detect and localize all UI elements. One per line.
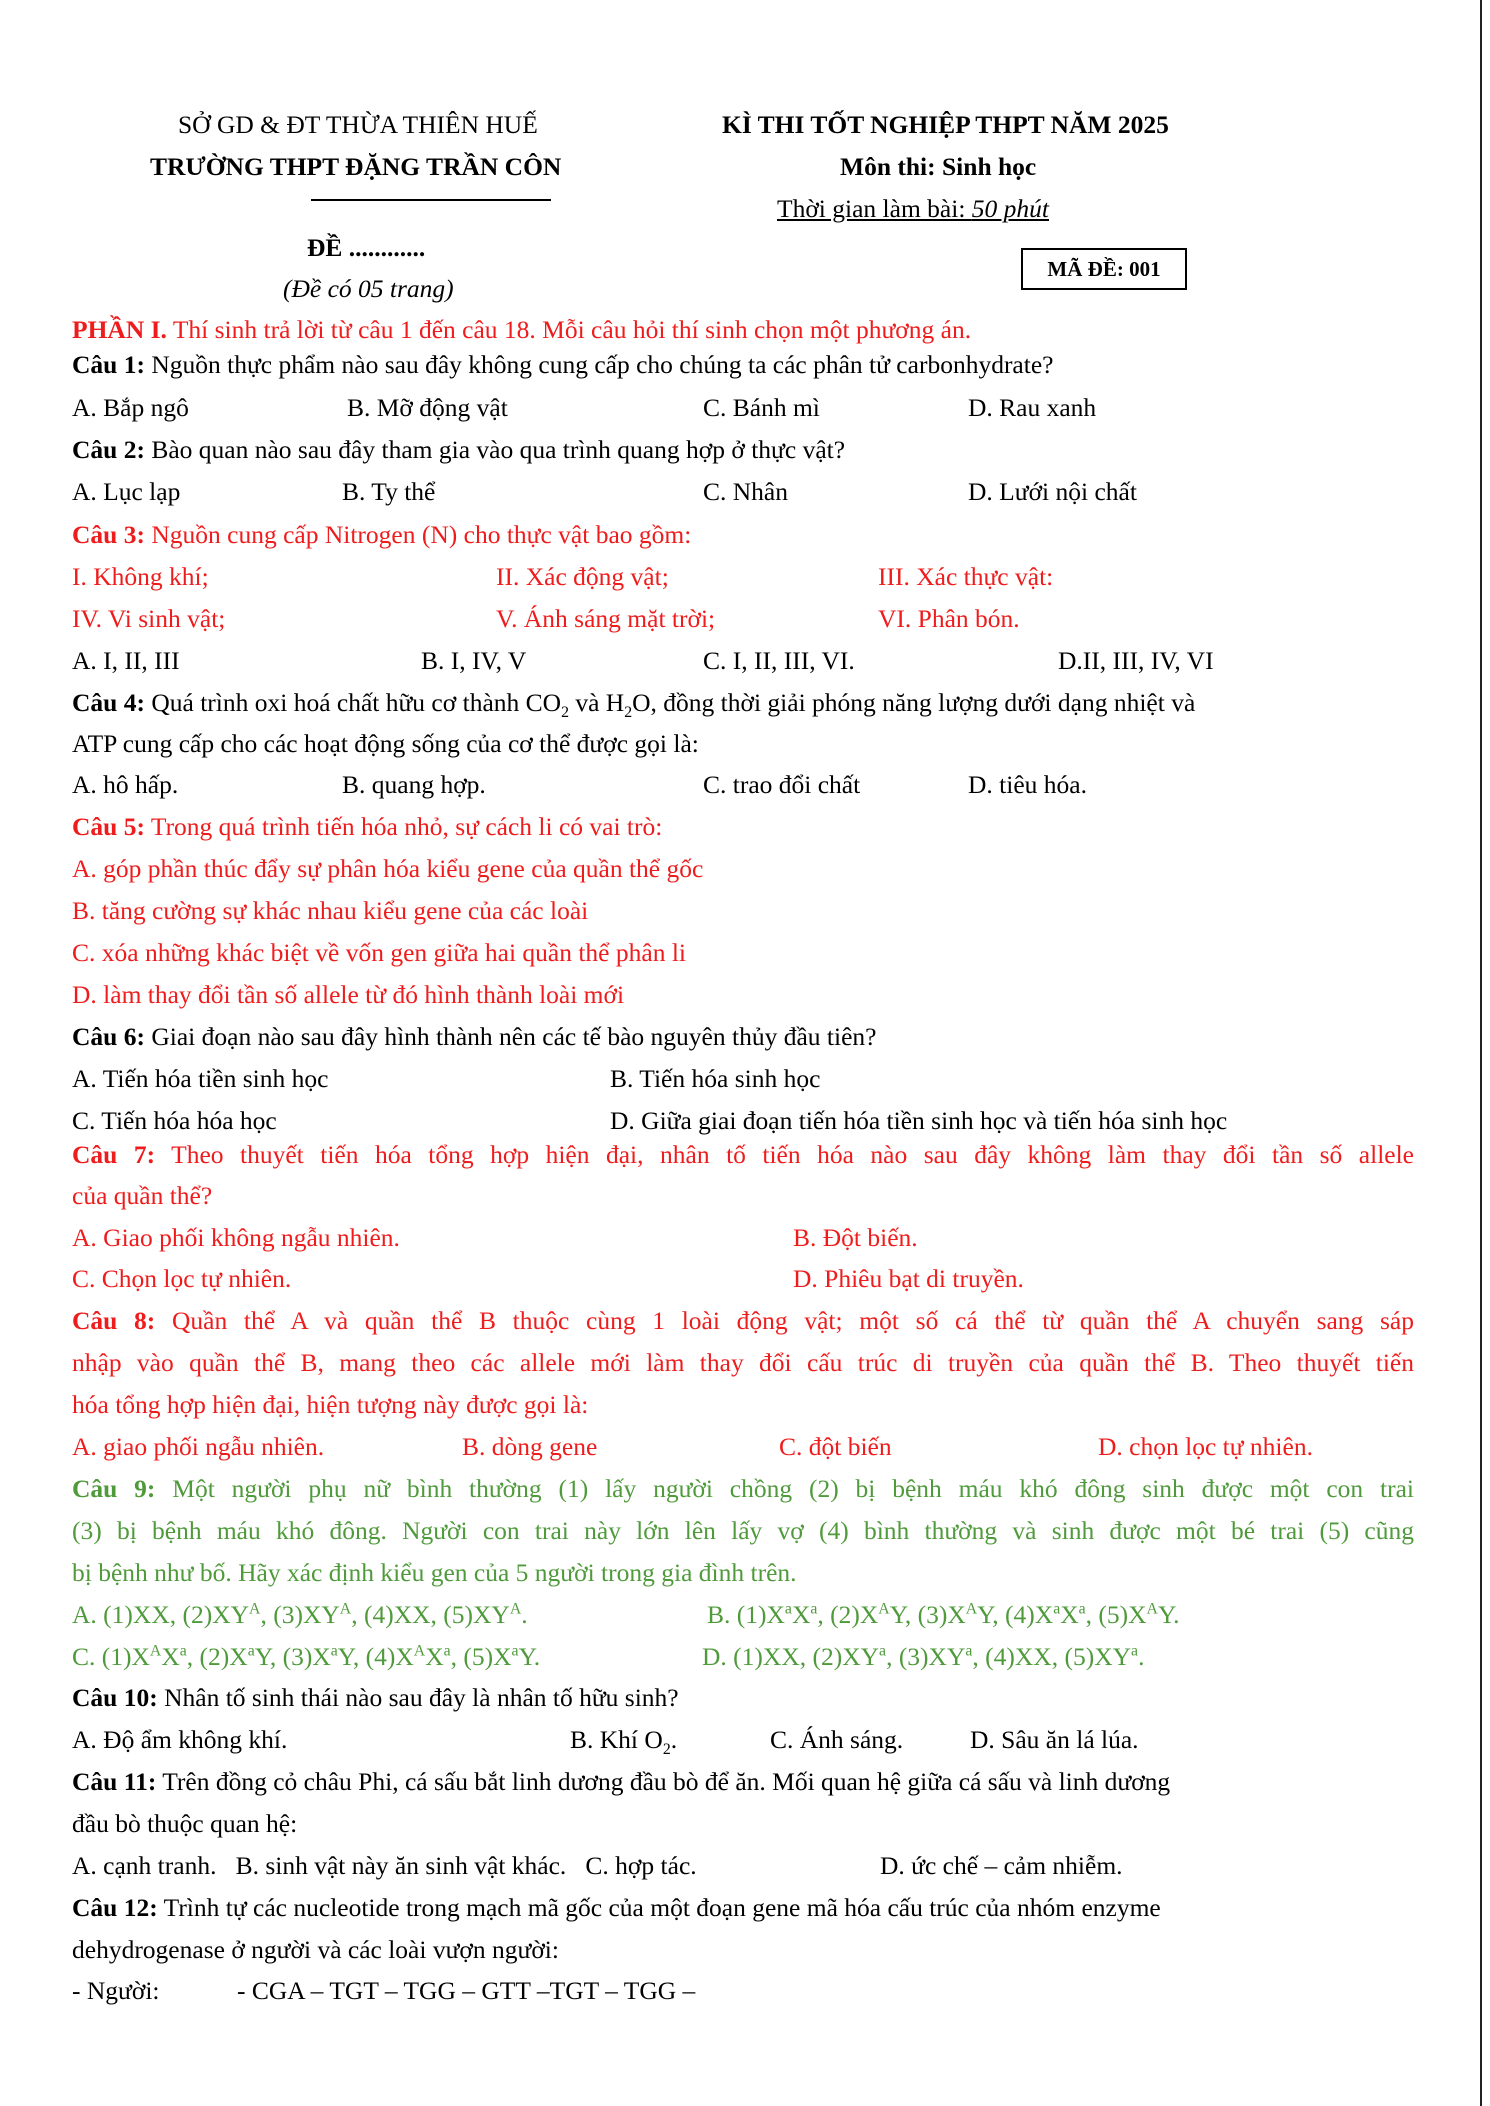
- q9-option-a: A. (1)XX, $(2)XY^A$, $(3)XY^A$, (4)XX, $(5)XY^A$.: [72, 1600, 528, 1629]
- q4-option-c: C. trao đổi chất: [703, 770, 861, 799]
- q1-option-c: C. Bánh mì: [703, 393, 820, 422]
- q5-option-d: D. làm thay đổi tần số allele từ đó hình thành loài mới: [72, 980, 625, 1009]
- question-1: Câu 1: Nguồn thực phẩm nào sau đây không cung cấp cho chúng ta các phân tử carbonhydrate?: [72, 350, 1054, 379]
- q9-option-c: C. $(1)X^AX^a$, $(2)X^aY$, $(3)X^aY$, $(4)X^AX^a$, $(5)X^aY$.: [72, 1642, 541, 1671]
- q3-option-a: A. I, II, III: [72, 646, 180, 675]
- question-9: Câu 9: Một người phụ nữ bình thường (1) lấy người chồng (2) bị bệnh máu khó đông sinh được một con trai: [72, 1474, 1414, 1503]
- q7-option-a: A. Giao phối không ngẫu nhiên.: [72, 1223, 400, 1252]
- question-2: Câu 2: Bào quan nào sau đây tham gia vào qua trình quang hợp ở thực vật?: [72, 435, 846, 464]
- q10-option-b: B. Khí $O_2$.: [570, 1725, 678, 1759]
- q1-option-d: D. Rau xanh: [968, 393, 1097, 422]
- q3-item-3: III. Xác thực vật:: [878, 562, 1054, 591]
- q6-option-d: D. Giữa giai đoạn tiến hóa tiền sinh học và tiến hóa sinh học: [610, 1106, 1228, 1135]
- q6-option-a: A. Tiến hóa tiền sinh học: [72, 1064, 329, 1093]
- q4-option-a: A. hô hấp.: [72, 770, 179, 799]
- q11-options-abc: A. cạnh tranh. B. sinh vật này ăn sinh vật khác. C. hợp tác.: [72, 1851, 697, 1880]
- q2-option-d: D. Lưới nội chất: [968, 477, 1137, 506]
- q10-option-a: A. Độ ẩm không khí.: [72, 1725, 288, 1754]
- question-8: Câu 8: Quần thể A và quần thể B thuộc cùng 1 loài động vật; một số cá thể từ quần thể A chuyển sang sáp: [72, 1306, 1414, 1335]
- exam-time: Thời gian làm bài: 50 phút: [777, 194, 1049, 223]
- q7-option-b: B. Đột biến.: [793, 1223, 918, 1252]
- question-11: Câu 11: Trên đồng cỏ châu Phi, cá sấu bắt linh dương đầu bò để ăn. Mối quan hệ giữa cá sấu và linh dương: [72, 1767, 1171, 1796]
- q10-option-c: C. Ánh sáng.: [770, 1725, 904, 1754]
- q12-sequence: - CGA – TGT – TGG – GTT –TGT – TGG –: [237, 1976, 696, 2005]
- school-name: TRƯỜNG THPT ĐẶNG TRẦN CÔN: [150, 152, 562, 181]
- q1-option-b: B. Mỡ động vật: [347, 393, 508, 422]
- question-7: Câu 7: Theo thuyết tiến hóa tổng hợp hiện đại, nhân tố tiến hóa nào sau đây không làm thay đổi tần số allele: [72, 1140, 1415, 1169]
- question-4: Câu 4: Quá trình oxi hoá chất hữu cơ thành $CO_2$ và $H_2O$, đồng thời giải phóng năng lượng dưới dạng nhiệt và: [72, 688, 1196, 722]
- q8-option-d: D. chọn lọc tự nhiên.: [1098, 1432, 1313, 1461]
- q2-option-b: B. Ty thể: [342, 477, 436, 506]
- section-title: PHẦN I. Thí sinh trả lời từ câu 1 đến câu 18. Mỗi câu hỏi thí sinh chọn một phương án.: [72, 315, 972, 344]
- question-11-line2: đầu bò thuộc quan hệ:: [72, 1809, 298, 1838]
- question-5: Câu 5: Trong quá trình tiến hóa nhỏ, sự cách li có vai trò:: [72, 812, 663, 841]
- ma-de-box: MÃ ĐỀ: 001: [1021, 248, 1187, 290]
- question-12-line2: dehydrogenase ở người và các loài vượn người:: [72, 1935, 559, 1964]
- q6-option-b: B. Tiến hóa sinh học: [610, 1064, 821, 1093]
- q9-option-d: D. (1)XX, $(2)XY^a$, $(3)XY^a$, (4)XX, $(5)XY^a$.: [702, 1642, 1145, 1671]
- q3-item-2: II. Xác động vật;: [496, 562, 669, 591]
- header-rule: [311, 199, 551, 201]
- dept-name: SỞ GD & ĐT THỪA THIÊN HUẾ: [178, 110, 538, 139]
- q5-option-a: A. góp phần thúc đẩy sự phân hóa kiểu gene của quần thể gốc: [72, 854, 704, 883]
- q12-species-label: - Người:: [72, 1976, 160, 2005]
- q1-option-a: A. Bắp ngô: [72, 393, 189, 422]
- q7-option-c: C. Chọn lọc tự nhiên.: [72, 1264, 292, 1293]
- q4-option-d: D. tiêu hóa.: [968, 770, 1087, 799]
- question-8-line2: nhập vào quần thể B, mang theo các allele mới làm thay đổi cấu trúc di truyền của quần thể B. Theo thuyết tiến: [72, 1348, 1414, 1377]
- q3-option-b: B. I, IV, V: [421, 646, 527, 675]
- q3-option-d: D.II, III, IV, VI: [1058, 646, 1214, 675]
- q9-option-b: B. $(1)X^aX^a$, $(2)X^AY$, $(3)X^AY$, $(4)X^aX^a$, $(5)X^AY$.: [707, 1600, 1180, 1629]
- q4-option-b: B. quang hợp.: [342, 770, 486, 799]
- q2-option-c: C. Nhân: [703, 477, 788, 506]
- q8-option-b: B. dòng gene: [462, 1432, 598, 1461]
- q3-item-6: VI. Phân bón.: [878, 604, 1020, 633]
- question-10: Câu 10: Nhân tố sinh thái nào sau đây là nhân tố hữu sinh?: [72, 1683, 679, 1712]
- question-12: Câu 12: Trình tự các nucleotide trong mạch mã gốc của một đoạn gene mã hóa cấu trúc của nhóm enzyme: [72, 1893, 1161, 1922]
- de-label: ĐỀ ............: [307, 233, 426, 262]
- question-9-line3: bị bệnh như bố. Hãy xác định kiểu gen của 5 người trong gia đình trên.: [72, 1558, 797, 1587]
- q5-option-c: C. xóa những khác biệt về vốn gen giữa hai quần thể phân li: [72, 938, 686, 967]
- q3-item-5: V. Ánh sáng mặt trời;: [496, 604, 716, 633]
- q5-option-b: B. tăng cường sự khác nhau kiểu gene của các loài: [72, 896, 589, 925]
- q8-option-c: C. đột biến: [779, 1432, 892, 1461]
- question-8-line3: hóa tổng hợp hiện đại, hiện tượng này được gọi là:: [72, 1390, 589, 1419]
- exam-title: KÌ THI TỐT NGHIỆP THPT NĂM 2025: [722, 110, 1169, 139]
- q10-option-d: D. Sâu ăn lá lúa.: [970, 1725, 1139, 1754]
- q2-option-a: A. Lục lạp: [72, 477, 181, 506]
- question-3: Câu 3: Nguồn cung cấp Nitrogen (N) cho thực vật bao gồm:: [72, 520, 692, 549]
- subject: Môn thi: Sinh học: [840, 152, 1037, 181]
- q3-item-4: IV. Vi sinh vật;: [72, 604, 226, 633]
- q6-option-c: C. Tiến hóa hóa học: [72, 1106, 277, 1135]
- q8-option-a: A. giao phối ngẫu nhiên.: [72, 1432, 325, 1461]
- question-4-line2: ATP cung cấp cho các hoạt động sống của cơ thể được gọi là:: [72, 729, 699, 758]
- q7-option-d: D. Phiêu bạt di truyền.: [793, 1264, 1024, 1293]
- q3-item-1: I. Không khí;: [72, 562, 209, 591]
- question-7-line2: của quần thể?: [72, 1181, 213, 1210]
- page-edge: [1480, 0, 1482, 2106]
- question-6: Câu 6: Giai đoạn nào sau đây hình thành nên các tế bào nguyên thủy đầu tiên?: [72, 1022, 877, 1051]
- q3-option-c: C. I, II, III, VI.: [703, 646, 855, 675]
- pages-note: (Đề có 05 trang): [283, 274, 454, 303]
- q11-option-d: D. ức chế – cảm nhiễm.: [880, 1851, 1123, 1880]
- question-9-line2: (3) bị bệnh máu khó đông. Người con trai này lớn lên lấy vợ (4) bình thường và sinh được một bé trai (5) cũng: [72, 1516, 1414, 1545]
